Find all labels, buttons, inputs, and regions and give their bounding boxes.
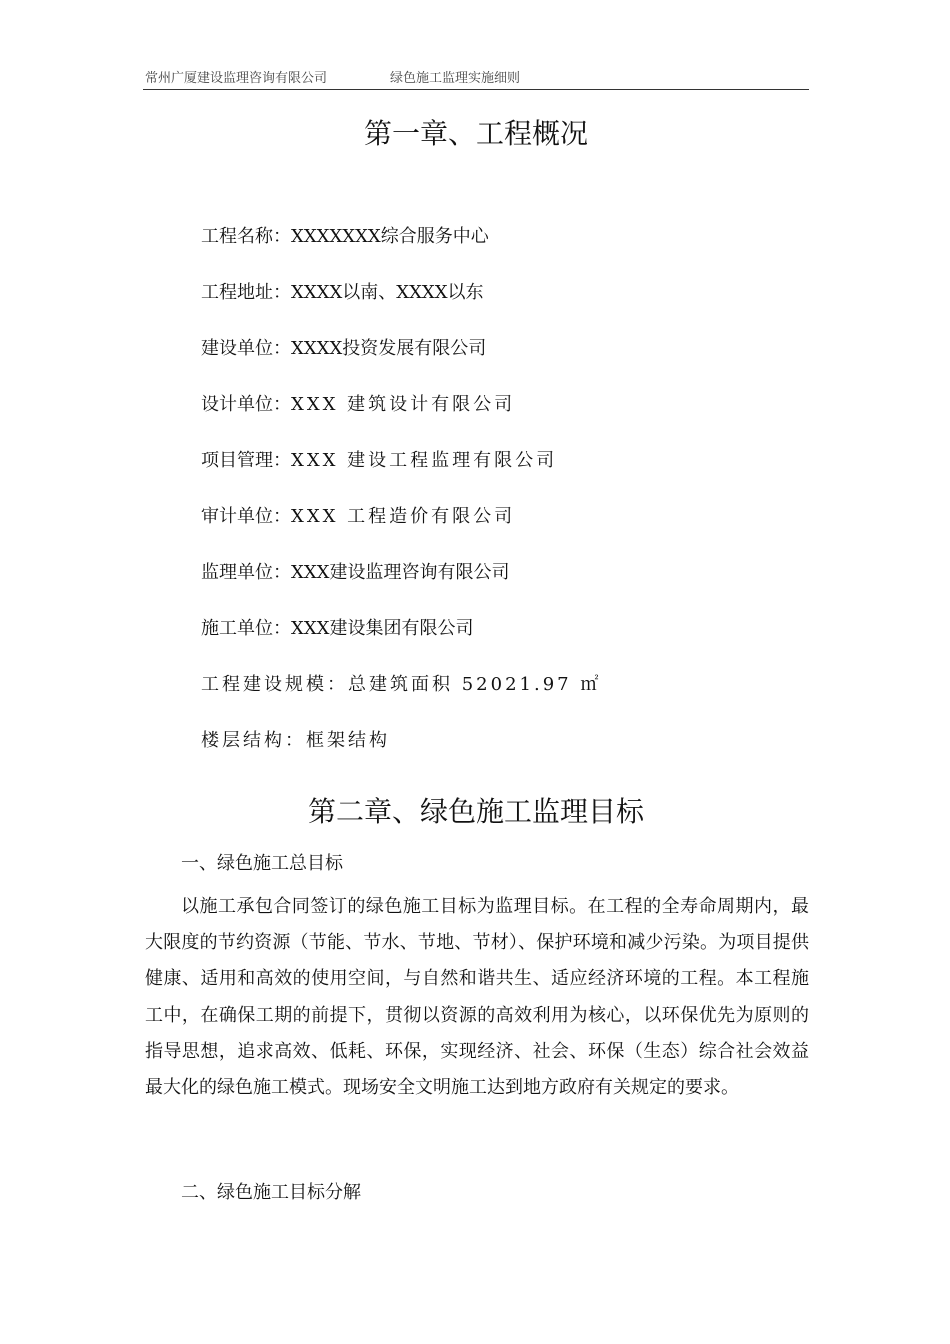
info-construction-scale (201, 672, 601, 698)
info-label: 工程建设规模： (201, 674, 348, 695)
info-supervisor (201, 560, 509, 586)
info-project-name (201, 224, 489, 250)
info-project-address (201, 280, 484, 306)
info-contractor (201, 616, 473, 642)
info-label: 工程名称： (201, 226, 291, 247)
info-label: 项目管理： (201, 450, 291, 471)
info-value: 框架结构 (306, 730, 390, 751)
info-value: XXX建设监理咨询有限公司 (291, 562, 510, 583)
info-value: XXXX投资发展有限公司 (291, 338, 487, 359)
info-label: 监理单位： (201, 562, 291, 583)
section-1-paragraph: 以施工承包合同签订的绿色施工目标为监理目标。在工程的全寿命周期内，最大限度的节约资源（节能、节水、节地、节材）、保护环境和减少污染。为项目提供健康、适用和高效的使用空间，与自然和谐共生、适应经济环境的工程。本工程施工中，在确保工期的前提下，贯彻以资源的高效利用为核心，以环保优先为原则的指导思想，追求高效、低耗、环保，实现经济、社会、环保（生态）综合社会效益最大化的绿色施工模式。现场安全文明施工达到地方政府有关规定的要求。 (145, 896, 809, 1099)
chapter-2-title: 第二章、绿色施工监理目标 (307, 795, 644, 828)
info-project-management (201, 448, 557, 474)
info-value: XXXX以南、XXXX以东 (291, 282, 484, 303)
page-header (143, 70, 809, 90)
info-value: XXXXXXX综合服务中心 (291, 226, 489, 247)
info-auditor (201, 504, 515, 530)
info-value: XXX建设集团有限公司 (291, 618, 474, 639)
info-label: 施工单位： (201, 618, 291, 639)
info-developer (201, 336, 486, 362)
chapter-1-title: 第一章、工程概况 (363, 117, 588, 150)
info-floor-structure (201, 728, 390, 754)
section-1-heading: 一、绿色施工总目标 (181, 853, 343, 874)
header-document-title: 绿色施工监理实施细则 (390, 71, 521, 86)
info-value: XXX 工程造价有限公司 (291, 506, 516, 527)
info-value: 总建筑面积 52021.97 ㎡ (348, 674, 602, 695)
header-company-name: 常州广厦建设监理咨询有限公司 (145, 71, 328, 86)
info-label: 工程地址： (201, 282, 291, 303)
section-2-heading: 二、绿色施工目标分解 (181, 1182, 361, 1203)
info-designer (201, 392, 515, 418)
info-label: 楼层结构： (201, 730, 306, 751)
info-label: 建设单位： (201, 338, 291, 359)
info-value: XXX 建设工程监理有限公司 (291, 450, 558, 471)
info-label: 设计单位： (201, 394, 291, 415)
info-value: XXX 建筑设计有限公司 (291, 394, 516, 415)
info-label: 审计单位： (201, 506, 291, 527)
